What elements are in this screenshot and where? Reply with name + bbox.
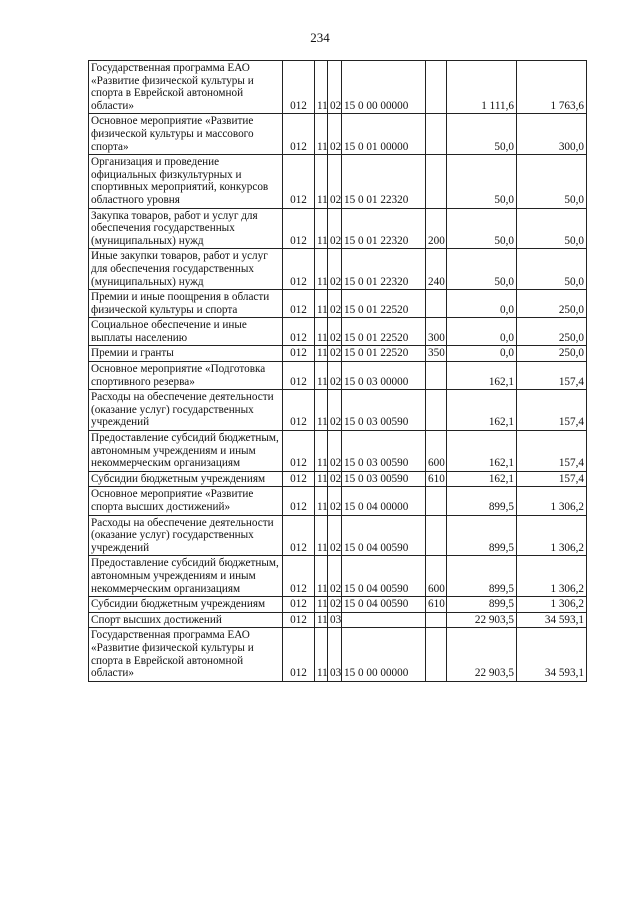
row-sum-1-cell: 899,5: [447, 556, 517, 597]
row-target-article-cell: 15 0 00 00000: [342, 628, 426, 681]
row-expense-type-cell: [426, 362, 447, 390]
row-expense-type-cell: 240: [426, 249, 447, 290]
row-expense-type-cell: [426, 515, 447, 556]
row-name-cell: Расходы на обеспечение деятельности (оказание услуг) государственных учреждений: [89, 390, 283, 431]
row-expense-type-cell: [426, 390, 447, 431]
row-expense-type-cell: 350: [426, 346, 447, 362]
row-expense-type-cell: 600: [426, 431, 447, 472]
row-section-cell: 11: [315, 597, 328, 613]
row-sum-1-cell: 162,1: [447, 390, 517, 431]
row-grbs-cell: 012: [283, 556, 315, 597]
row-sum-1-cell: 0,0: [447, 290, 517, 318]
row-sum-1-cell: 162,1: [447, 431, 517, 472]
row-name-cell: Основное мероприятие «Развитие спорта высших достижений»: [89, 487, 283, 515]
row-sum-2-cell: 1 306,2: [517, 556, 587, 597]
row-name-cell: Социальное обеспечение и иные выплаты населению: [89, 318, 283, 346]
table-row: [89, 487, 587, 515]
row-section-cell: 11: [315, 290, 328, 318]
row-target-article-cell: 15 0 01 22320: [342, 208, 426, 249]
row-sum-1-cell: 899,5: [447, 487, 517, 515]
table-row: [89, 318, 587, 346]
table-row: [89, 612, 587, 628]
row-target-article-cell: 15 0 03 00000: [342, 362, 426, 390]
row-grbs-cell: 012: [283, 61, 315, 114]
row-grbs-cell: 012: [283, 431, 315, 472]
row-grbs-cell: 012: [283, 318, 315, 346]
row-grbs-cell: 012: [283, 114, 315, 155]
table-row: [89, 155, 587, 208]
row-name-cell: Предоставление субсидий бюджетным, автономным учреждениям и иным некоммерческим организациям: [89, 556, 283, 597]
row-subsection-cell: 02: [328, 155, 342, 208]
row-grbs-cell: 012: [283, 471, 315, 487]
row-subsection-cell: 02: [328, 61, 342, 114]
table-row: [89, 346, 587, 362]
row-sum-1-cell: 50,0: [447, 208, 517, 249]
row-sum-2-cell: 1 306,2: [517, 487, 587, 515]
row-expense-type-cell: 300: [426, 318, 447, 346]
row-target-article-cell: 15 0 01 22520: [342, 346, 426, 362]
row-name-cell: Основное мероприятие «Подготовка спортивного резерва»: [89, 362, 283, 390]
row-section-cell: 11: [315, 155, 328, 208]
row-grbs-cell: 012: [283, 208, 315, 249]
row-section-cell: 11: [315, 318, 328, 346]
row-target-article-cell: 15 0 01 22520: [342, 290, 426, 318]
row-section-cell: 11: [315, 628, 328, 681]
row-sum-1-cell: 1 111,6: [447, 61, 517, 114]
row-target-article-cell: [342, 612, 426, 628]
row-name-cell: Предоставление субсидий бюджетным, автономным учреждениям и иным некоммерческим организациям: [89, 431, 283, 472]
row-name-cell: Расходы на обеспечение деятельности (оказание услуг) государственных учреждений: [89, 515, 283, 556]
row-target-article-cell: 15 0 03 00590: [342, 471, 426, 487]
row-name-cell: Субсидии бюджетным учреждениям: [89, 597, 283, 613]
row-sum-1-cell: 899,5: [447, 515, 517, 556]
row-sum-2-cell: 50,0: [517, 208, 587, 249]
table-row: [89, 390, 587, 431]
row-sum-2-cell: 250,0: [517, 318, 587, 346]
row-section-cell: 11: [315, 249, 328, 290]
row-grbs-cell: 012: [283, 346, 315, 362]
row-sum-2-cell: 1 306,2: [517, 597, 587, 613]
row-target-article-cell: 15 0 00 00000: [342, 61, 426, 114]
row-sum-2-cell: 250,0: [517, 346, 587, 362]
row-expense-type-cell: 610: [426, 597, 447, 613]
row-expense-type-cell: [426, 114, 447, 155]
row-section-cell: 11: [315, 515, 328, 556]
row-section-cell: 11: [315, 114, 328, 155]
row-name-cell: Государственная программа ЕАО «Развитие физической культуры и спорта в Еврейской автономной области»: [89, 61, 283, 114]
row-subsection-cell: 02: [328, 390, 342, 431]
row-expense-type-cell: 610: [426, 471, 447, 487]
table-row: [89, 61, 587, 114]
row-name-cell: Иные закупки товаров, работ и услуг для обеспечения государственных (муниципальных) нужд: [89, 249, 283, 290]
row-expense-type-cell: [426, 155, 447, 208]
row-sum-2-cell: 157,4: [517, 390, 587, 431]
row-name-cell: Основное мероприятие «Развитие физической культуры и массового спорта»: [89, 114, 283, 155]
row-subsection-cell: 02: [328, 114, 342, 155]
row-name-cell: Премии и иные поощрения в области физической культуры и спорта: [89, 290, 283, 318]
table-row: [89, 628, 587, 681]
row-target-article-cell: 15 0 04 00590: [342, 515, 426, 556]
row-name-cell: Организация и проведение официальных физкультурных и спортивных мероприятий, конкурсов областного уровня: [89, 155, 283, 208]
row-target-article-cell: 15 0 03 00590: [342, 390, 426, 431]
row-grbs-cell: 012: [283, 390, 315, 431]
table-row: [89, 362, 587, 390]
row-subsection-cell: 02: [328, 515, 342, 556]
row-sum-2-cell: 300,0: [517, 114, 587, 155]
row-grbs-cell: 012: [283, 290, 315, 318]
row-expense-type-cell: [426, 290, 447, 318]
row-section-cell: 11: [315, 346, 328, 362]
row-section-cell: 11: [315, 431, 328, 472]
row-subsection-cell: 02: [328, 362, 342, 390]
row-sum-1-cell: 22 903,5: [447, 628, 517, 681]
row-subsection-cell: 03: [328, 628, 342, 681]
row-sum-2-cell: 34 593,1: [517, 628, 587, 681]
row-section-cell: 11: [315, 390, 328, 431]
table-row: [89, 471, 587, 487]
row-target-article-cell: 15 0 04 00590: [342, 556, 426, 597]
table-row: [89, 208, 587, 249]
row-target-article-cell: 15 0 04 00590: [342, 597, 426, 613]
row-target-article-cell: 15 0 01 00000: [342, 114, 426, 155]
row-grbs-cell: 012: [283, 362, 315, 390]
table-row: [89, 114, 587, 155]
row-subsection-cell: 02: [328, 208, 342, 249]
row-grbs-cell: 012: [283, 612, 315, 628]
row-subsection-cell: 03: [328, 612, 342, 628]
row-sum-2-cell: 157,4: [517, 471, 587, 487]
row-subsection-cell: 02: [328, 249, 342, 290]
row-sum-1-cell: 162,1: [447, 362, 517, 390]
row-grbs-cell: 012: [283, 487, 315, 515]
row-subsection-cell: 02: [328, 346, 342, 362]
row-expense-type-cell: 200: [426, 208, 447, 249]
row-expense-type-cell: [426, 628, 447, 681]
row-grbs-cell: 012: [283, 155, 315, 208]
row-sum-1-cell: 162,1: [447, 471, 517, 487]
row-target-article-cell: 15 0 01 22320: [342, 249, 426, 290]
row-target-article-cell: 15 0 04 00000: [342, 487, 426, 515]
row-name-cell: Премии и гранты: [89, 346, 283, 362]
row-section-cell: 11: [315, 487, 328, 515]
table-row: [89, 290, 587, 318]
row-subsection-cell: 02: [328, 471, 342, 487]
row-subsection-cell: 02: [328, 431, 342, 472]
row-subsection-cell: 02: [328, 556, 342, 597]
row-sum-1-cell: 0,0: [447, 346, 517, 362]
row-name-cell: Субсидии бюджетным учреждениям: [89, 471, 283, 487]
row-sum-1-cell: 899,5: [447, 597, 517, 613]
row-section-cell: 11: [315, 471, 328, 487]
row-sum-2-cell: 50,0: [517, 155, 587, 208]
row-section-cell: 11: [315, 208, 328, 249]
row-expense-type-cell: [426, 487, 447, 515]
budget-table-body: [89, 61, 587, 682]
row-section-cell: 11: [315, 362, 328, 390]
row-grbs-cell: 012: [283, 628, 315, 681]
row-subsection-cell: 02: [328, 318, 342, 346]
row-sum-2-cell: 50,0: [517, 249, 587, 290]
row-sum-2-cell: 157,4: [517, 431, 587, 472]
budget-table: [88, 60, 587, 682]
row-section-cell: 11: [315, 612, 328, 628]
table-row: [89, 249, 587, 290]
row-sum-1-cell: 50,0: [447, 114, 517, 155]
row-sum-1-cell: 50,0: [447, 155, 517, 208]
row-name-cell: Государственная программа ЕАО «Развитие физической культуры и спорта в Еврейской автономной области»: [89, 628, 283, 681]
row-grbs-cell: 012: [283, 597, 315, 613]
row-expense-type-cell: [426, 61, 447, 114]
row-sum-2-cell: 1 306,2: [517, 515, 587, 556]
row-target-article-cell: 15 0 01 22520: [342, 318, 426, 346]
row-name-cell: Закупка товаров, работ и услуг для обеспечения государственных (муниципальных) нужд: [89, 208, 283, 249]
row-subsection-cell: 02: [328, 597, 342, 613]
row-subsection-cell: 02: [328, 487, 342, 515]
row-grbs-cell: 012: [283, 515, 315, 556]
page-number: 234: [310, 30, 330, 45]
row-subsection-cell: 02: [328, 290, 342, 318]
row-expense-type-cell: [426, 612, 447, 628]
row-grbs-cell: 012: [283, 249, 315, 290]
row-name-cell: Спорт высших достижений: [89, 612, 283, 628]
table-row: [89, 515, 587, 556]
table-row: [89, 597, 587, 613]
table-row: [89, 431, 587, 472]
row-target-article-cell: 15 0 01 22320: [342, 155, 426, 208]
row-sum-1-cell: 50,0: [447, 249, 517, 290]
row-sum-2-cell: 157,4: [517, 362, 587, 390]
row-sum-2-cell: 34 593,1: [517, 612, 587, 628]
row-sum-2-cell: 1 763,6: [517, 61, 587, 114]
table-row: [89, 556, 587, 597]
row-section-cell: 11: [315, 556, 328, 597]
row-section-cell: 11: [315, 61, 328, 114]
row-sum-1-cell: 0,0: [447, 318, 517, 346]
row-sum-1-cell: 22 903,5: [447, 612, 517, 628]
row-target-article-cell: 15 0 03 00590: [342, 431, 426, 472]
row-sum-2-cell: 250,0: [517, 290, 587, 318]
row-expense-type-cell: 600: [426, 556, 447, 597]
